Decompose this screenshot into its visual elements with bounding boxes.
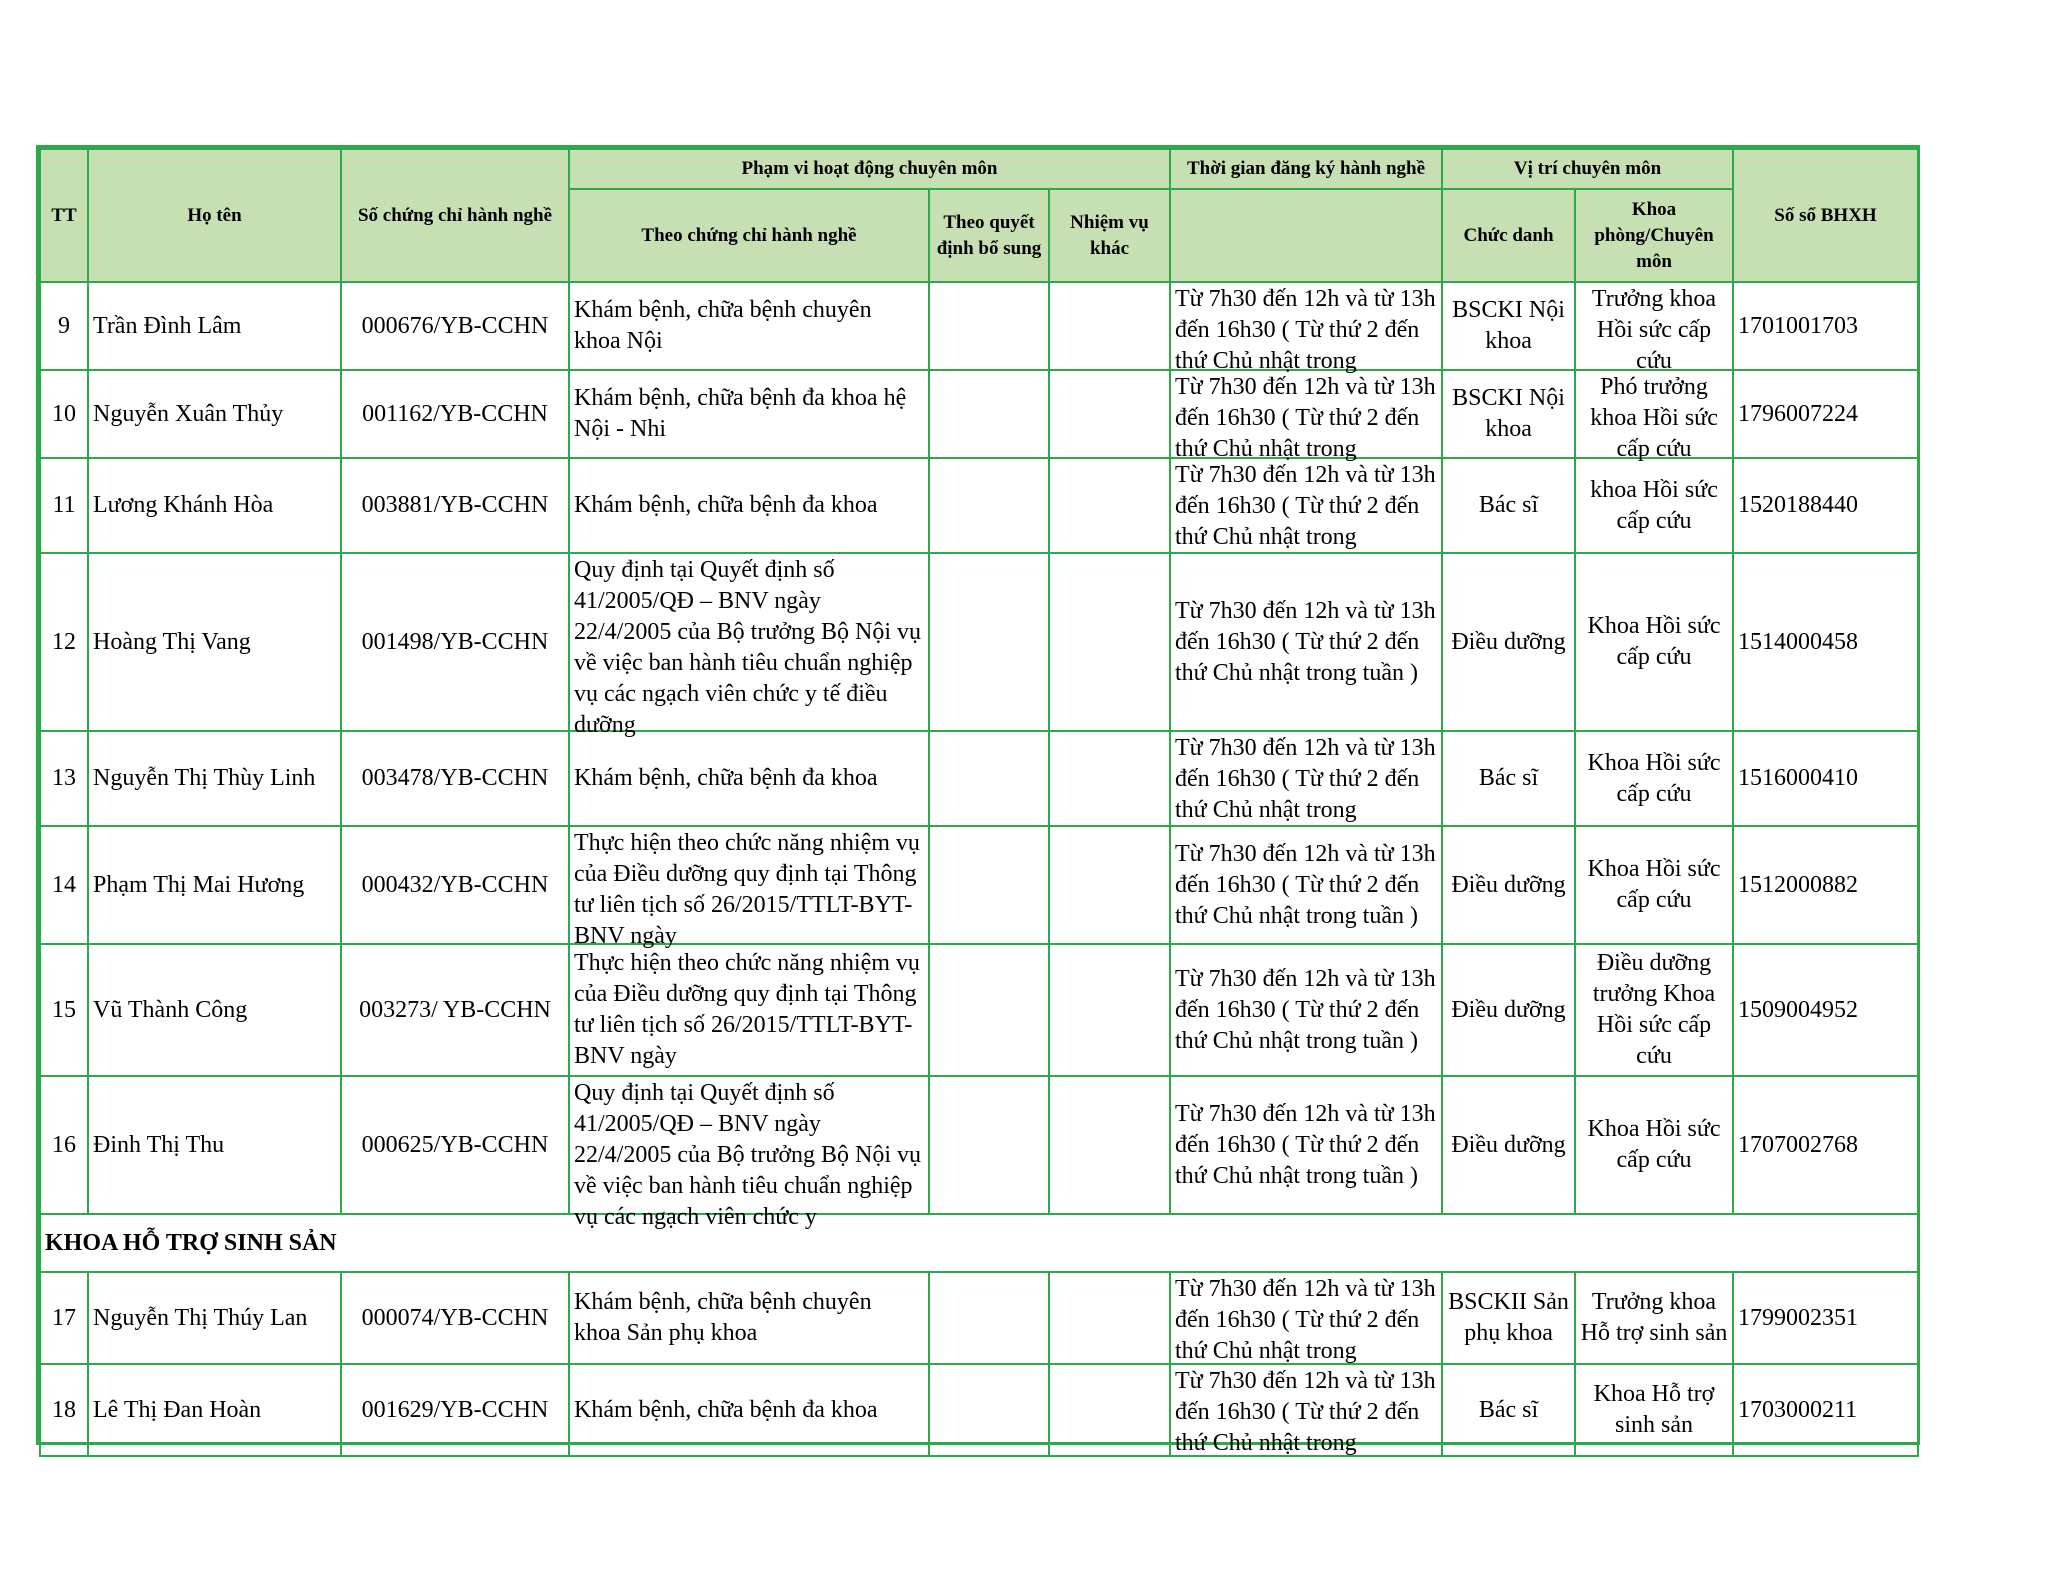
row-work-time-text: Từ 7h30 đến 12h và từ 13h đến 16h30 ( Từ thứ 2 đến thứ Chủ nhật trong [1175,374,1436,462]
row-bhxh-number-text: 1701001703 [1738,312,1859,339]
row-title [1442,553,1575,731]
row-bhxh-number-text: 1703000211 [1738,1396,1858,1423]
row-bhxh-number [1733,731,1918,826]
table-row [40,458,1918,553]
row-title [1442,826,1575,944]
row-cert-number [341,370,569,458]
row-name [88,553,341,731]
row-name-text: Nguyễn Xuân Thủy [93,400,284,427]
row-bhxh-number [1733,370,1918,458]
row-title [1442,1272,1575,1364]
row-title-text: Điều dưỡng [1451,996,1566,1023]
row-work-time [1170,553,1442,731]
header-so-bhxh: Số sổ BHXH [1733,149,1918,282]
row-tt-text: 15 [52,996,76,1023]
row-scope [569,458,929,553]
staff-register-table-frame [36,145,1920,1456]
row-department-text: Trưởng khoa Hỗ trợ sinh sản [1580,1289,1728,1346]
row-work-time-text: Từ 7h30 đến 12h và từ 13h đến 16h30 ( Từ thứ 2 đến thứ Chủ nhật trong [1175,462,1436,550]
row-department-text: Khoa Hồi sức cấp cứu [1587,1116,1721,1173]
row-bhxh-number [1733,1076,1918,1214]
row-scope-text: Khám bệnh, chữa bệnh đa khoa [574,492,878,518]
row-decision [929,944,1049,1076]
row-tt [40,458,88,553]
row-cert-number [341,731,569,826]
row-cert-number-text: 003273/ YB-CCHN [359,996,551,1023]
row-title [1442,944,1575,1076]
row-tt-text: 9 [58,312,70,339]
row-work-time [1170,370,1442,462]
row-department [1575,826,1733,944]
row-cert-number-text: 000625/YB-CCHN [361,1131,549,1158]
row-department-text: Khoa Hồi sức cấp cứu [1587,749,1721,807]
row-name [88,1076,341,1214]
row-department [1575,944,1733,1076]
row-other-duty [1049,1076,1170,1214]
row-bhxh-number [1733,826,1918,944]
row-decision [929,282,1049,370]
row-work-time-text: Từ 7h30 đến 12h và từ 13h đến 16h30 ( Từ thứ 2 đến thứ Chủ nhật trong tuần ) [1175,597,1436,686]
row-cert-number-text: 000676/YB-CCHN [361,312,549,339]
row-scope-text: Khám bệnh, chữa bệnh chuyên khoa Sản phụ khoa [574,1289,872,1346]
row-title-text: BSCKII Sản phụ khoa [1448,1289,1569,1346]
row-tt [40,826,88,944]
row-other-duty [1049,1272,1170,1364]
row-name-text: Lương Khánh Hòa [93,492,274,518]
staff-register-table [39,148,1919,1457]
row-cert-number [341,1272,569,1364]
row-work-time [1170,944,1442,1076]
table-row [40,731,1918,826]
row-decision [929,458,1049,553]
row-bhxh-number-text: 1512000882 [1738,871,1859,898]
row-title-text: Bác sĩ [1478,492,1539,518]
row-department-text: Khoa Hồi sức cấp cứu [1587,856,1721,913]
row-name-text: Nguyễn Thị Thúy Lan [93,1304,308,1331]
header-thoi-gian-blank [1170,189,1442,282]
row-tt-text: 10 [52,400,76,427]
row-cert-number [341,553,569,731]
row-scope-text: Khám bệnh, chữa bệnh đa khoa hệ Nội - Nhi [574,385,907,442]
row-scope-text: Quy định tại Quyết định số 41/2005/QĐ – BNV ngày 22/4/2005 của Bộ trưởng Bộ Nội vụ về việc ban hành tiêu chuẩn nghiệp vụ các ngạch viên chức y tế điều dưỡng [574,557,922,738]
row-bhxh-number-text: 1707002768 [1738,1131,1859,1158]
row-decision [929,1364,1049,1456]
row-scope-text: Khám bệnh, chữa bệnh chuyên khoa Nội [574,297,872,354]
row-scope [569,370,929,458]
table-row [40,370,1918,458]
row-department [1575,282,1733,374]
table-row [40,282,1918,370]
row-decision [929,731,1049,826]
row-name-text: Vũ Thành Công [93,996,248,1023]
row-work-time-text: Từ 7h30 đến 12h và từ 13h đến 16h30 ( Từ thứ 2 đến thứ Chủ nhật trong [1175,735,1436,823]
header-vi-tri: Vị trí chuyên môn [1442,149,1733,189]
row-tt [40,553,88,731]
row-work-time [1170,1272,1442,1364]
row-bhxh-number [1733,458,1918,553]
row-title-text: BSCKI Nội khoa [1452,297,1565,354]
row-work-time-text: Từ 7h30 đến 12h và từ 13h đến 16h30 ( Từ thứ 2 đến thứ Chủ nhật trong [1175,1368,1436,1456]
row-decision [929,370,1049,458]
row-department [1575,370,1733,462]
row-other-duty [1049,553,1170,731]
row-work-time-text: Từ 7h30 đến 12h và từ 13h đến 16h30 ( Từ thứ 2 đến thứ Chủ nhật trong [1175,286,1436,374]
row-cert-number-text: 001629/YB-CCHN [361,1396,549,1423]
row-department [1575,458,1733,553]
row-other-duty [1049,731,1170,826]
row-name-text: Trần Đình Lâm [93,312,242,339]
row-bhxh-number-text: 1799002351 [1738,1304,1859,1331]
row-title [1442,370,1575,458]
row-other-duty [1049,282,1170,370]
row-bhxh-number-text: 1509004952 [1738,996,1859,1023]
row-cert-number-text: 003478/YB-CCHN [361,765,549,791]
row-department-text: khoa Hồi sức cấp cứu [1590,476,1718,534]
row-cert-number-text: 003881/YB-CCHN [361,492,549,518]
row-other-duty [1049,944,1170,1076]
row-scope [569,1364,929,1456]
row-scope [569,1076,929,1230]
row-other-duty [1049,1364,1170,1456]
row-scope [569,1272,929,1364]
row-scope-text: Quy định tại Quyết định số 41/2005/QĐ – BNV ngày 22/4/2005 của Bộ trưởng Bộ Nội vụ về việc ban hành tiêu chuẩn nghiệp vụ các ngạch viên chức y [574,1080,922,1230]
row-cert-number-text: 000074/YB-CCHN [361,1304,549,1331]
row-cert-number [341,282,569,370]
section-title: KHOA HỖ TRỢ SINH SẢN [40,1214,1918,1272]
row-title-text: Điều dưỡng [1451,1131,1566,1158]
row-tt [40,731,88,826]
row-department [1575,553,1733,731]
row-tt [40,1364,88,1456]
row-title [1442,1364,1575,1456]
row-title [1442,282,1575,370]
row-department-text: Khoa Hồi sức cấp cứu [1587,613,1721,670]
row-tt [40,944,88,1076]
row-bhxh-number [1733,1272,1918,1364]
row-tt-text: 17 [52,1304,76,1331]
row-work-time [1170,1364,1442,1456]
row-title [1442,458,1575,553]
row-title [1442,1076,1575,1214]
row-department-text: Điều dưỡng trưởng Khoa Hồi sức cấp cứu [1592,950,1716,1069]
row-work-time-text: Từ 7h30 đến 12h và từ 13h đến 16h30 ( Từ thứ 2 đến thứ Chủ nhật trong tuần ) [1175,1100,1436,1189]
row-name [88,1272,341,1364]
row-name [88,282,341,370]
row-scope [569,826,929,949]
row-scope [569,944,929,1076]
row-decision [929,1076,1049,1214]
row-tt-text: 14 [52,871,76,898]
row-work-time-text: Từ 7h30 đến 12h và từ 13h đến 16h30 ( Từ thứ 2 đến thứ Chủ nhật trong tuần ) [1175,965,1436,1054]
row-work-time [1170,1076,1442,1214]
row-work-time [1170,826,1442,944]
row-scope-text: Khám bệnh, chữa bệnh đa khoa [574,765,878,791]
row-bhxh-number-text: 1796007224 [1738,400,1859,427]
row-work-time [1170,731,1442,826]
row-department-text: Phó trưởng khoa Hồi sức cấp cứu [1590,374,1718,462]
row-scope [569,553,929,738]
row-tt-text: 13 [52,765,76,791]
row-work-time [1170,458,1442,553]
row-tt-text: 18 [52,1396,76,1423]
row-bhxh-number-text: 1520188440 [1738,492,1859,518]
row-work-time-text: Từ 7h30 đến 12h và từ 13h đến 16h30 ( Từ thứ 2 đến thứ Chủ nhật trong [1175,1276,1436,1364]
row-decision [929,1272,1049,1364]
row-name-text: Lê Thị Đan Hoàn [93,1396,262,1423]
row-name [88,944,341,1076]
row-name [88,458,341,553]
header-nhiem-vu-khac: Nhiệm vụ khác [1049,189,1170,282]
row-department-text: Trưởng khoa Hồi sức cấp cứu [1591,286,1717,374]
row-tt [40,282,88,370]
row-department [1575,1272,1733,1364]
row-decision [929,826,1049,944]
table-row [40,826,1918,944]
header-tt: TT [40,149,88,282]
row-cert-number-text: 001498/YB-CCHN [361,628,549,655]
header-theo-quyet-dinh: Theo quyết định bổ sung [929,189,1049,282]
row-other-duty [1049,826,1170,944]
row-decision [929,553,1049,731]
row-bhxh-number-text: 1514000458 [1738,628,1859,655]
row-tt-text: 16 [52,1131,76,1158]
header-so-chung-chi: Số chứng chỉ hành nghề [341,149,569,282]
row-cert-number [341,1076,569,1214]
header-chuc-danh: Chức danh [1442,189,1575,282]
row-title-text: BSCKI Nội khoa [1452,385,1565,442]
row-tt [40,1076,88,1214]
table-row [40,1364,1918,1456]
row-name [88,826,341,944]
row-other-duty [1049,370,1170,458]
row-department-text: Khoa Hỗ trợ sinh sản [1593,1381,1715,1438]
row-title [1442,731,1575,826]
row-name-text: Phạm Thị Mai Hương [93,871,305,898]
row-cert-number [341,1364,569,1456]
row-cert-number [341,944,569,1076]
table-row [40,1272,1918,1364]
header-thoi-gian: Thời gian đăng ký hành nghề [1170,149,1442,189]
row-cert-number-text: 001162/YB-CCHN [362,400,548,427]
row-name-text: Hoàng Thị Vang [93,628,251,655]
row-cert-number-text: 000432/YB-CCHN [361,871,549,898]
header-khoa-phong: Khoa phòng/Chuyên môn [1575,189,1733,282]
table-row [40,1076,1918,1214]
header-ho-ten: Họ tên [88,149,341,282]
row-department [1575,1364,1733,1456]
header-pham-vi: Phạm vi hoạt động chuyên môn [569,149,1170,189]
row-department [1575,1076,1733,1214]
row-other-duty [1049,458,1170,553]
row-tt-text: 11 [52,492,76,518]
row-tt [40,1272,88,1364]
header-theo-chung-chi: Theo chứng chỉ hành nghề [569,189,929,282]
table-row [40,944,1918,1076]
row-bhxh-number [1733,1364,1918,1456]
row-cert-number [341,458,569,553]
row-scope-text: Khám bệnh, chữa bệnh đa khoa [574,1396,878,1423]
row-title-text: Điều dưỡng [1451,628,1566,655]
row-scope [569,731,929,826]
row-title-text: Bác sĩ [1478,765,1539,791]
row-tt [40,370,88,458]
row-name-text: Đinh Thị Thu [93,1131,225,1158]
row-bhxh-number [1733,553,1918,731]
row-name [88,1364,341,1456]
row-work-time [1170,282,1442,374]
row-title-text: Điều dưỡng [1451,871,1566,898]
row-name [88,731,341,826]
row-department [1575,731,1733,826]
row-bhxh-number [1733,282,1918,370]
row-bhxh-number-text: 1516000410 [1738,765,1859,791]
row-work-time-text: Từ 7h30 đến 12h và từ 13h đến 16h30 ( Từ thứ 2 đến thứ Chủ nhật trong tuần ) [1175,840,1436,929]
row-cert-number [341,826,569,944]
row-title-text: Bác sĩ [1478,1396,1539,1423]
row-bhxh-number [1733,944,1918,1076]
row-scope [569,282,929,370]
row-name-text: Nguyễn Thị Thùy Linh [93,765,316,791]
row-name [88,370,341,458]
row-tt-text: 12 [52,628,76,655]
row-scope-text: Thực hiện theo chức năng nhiệm vụ của Điều dưỡng quy định tại Thông tư liên tịch số 26/2015/TTLT-BYT-BNV ngày [574,830,920,949]
table-row [40,553,1918,731]
row-scope-text: Thực hiện theo chức năng nhiệm vụ của Điều dưỡng quy định tại Thông tư liên tịch số 26/2015/TTLT-BYT-BNV ngày [574,950,920,1069]
